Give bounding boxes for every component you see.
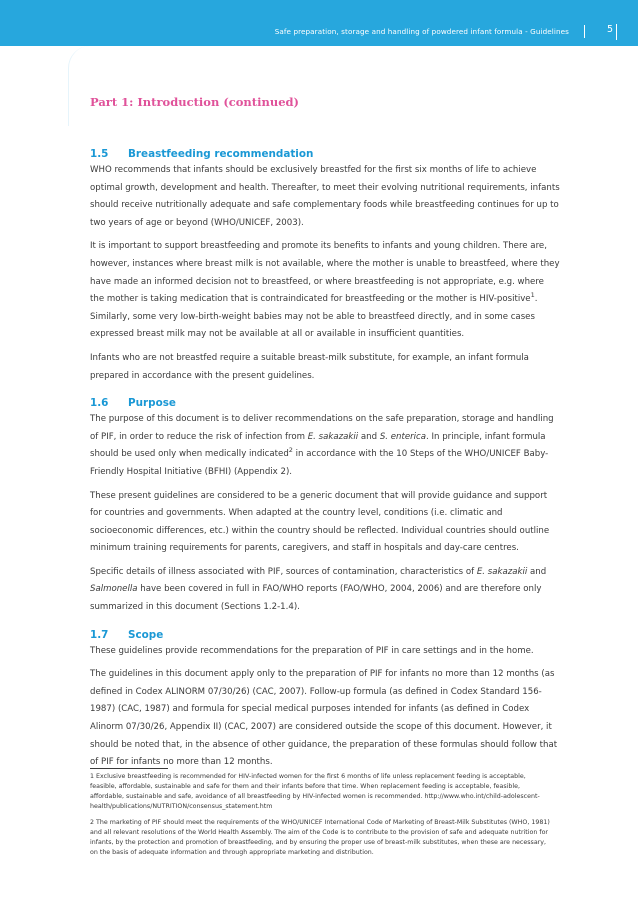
text-run: . In principle, infant formula should be used only when medically indicated [90, 431, 546, 460]
paragraph [90, 564, 560, 617]
footnote-1: 1 Exclusive breastfeeding is recommended for HIV-infected women for the first 6 months of life unless replacement feeding is acceptable, feasible, affordable, sustainable and safe for them and their infants before that time. When replacement feeding is acceptable, feasible, affordable, sustainable and safe, avoidance of all breastfeeding by HIV-infected women is recommended. http://www.who.int/child-adolescent-health/publications/NUTRITION/consensus_statement.htm [90, 773, 540, 810]
text-run: and [358, 431, 380, 442]
section-number: 1.6 [90, 397, 109, 410]
header-band [0, 0, 638, 46]
page-number: 5 [606, 24, 614, 35]
section-heading-1-5 [90, 148, 560, 160]
paragraph: These present guidelines are considered to be a generic document that will provide guidance and support for countries and governments. When adapted at the country level, conditions (i.e. climatic and socioeconomic differences, etc.) within the country should be reflected. Individual countries should outline minimum training requirements for parents, caregivers, and staff in hospitals and day-care centres. [90, 490, 550, 554]
text-run: have been covered in full in FAO/WHO reports (FAO/WHO, 2004, 2006) and are therefore only summarized in this document (Sections 1.2-1.4). [90, 584, 542, 613]
section-number: 1.7 [90, 628, 109, 641]
running-title: Safe preparation, storage and handling of powdered infant formula - Guidelines [274, 27, 569, 36]
footnote-ref-1: 1 [530, 291, 535, 300]
part-title: Part 1: Introduction (continued) [90, 95, 299, 109]
paragraph: Infants who are not breastfed require a suitable breast-milk substitute, for example, an infant formula prepared in accordance with the present guidelines. [90, 352, 529, 381]
footnote-ref-2: 2 [288, 446, 293, 455]
footnote-rule [90, 768, 168, 769]
header-right-rule [616, 24, 617, 40]
italic-term: E. sakazakii [476, 566, 528, 577]
italic-term: E. sakazakii [307, 431, 359, 442]
section-number: 1.5 [90, 148, 109, 160]
paragraph [90, 411, 560, 481]
text-run: Specific details of illness associated with PIF, sources of contamination, characteristics of [90, 566, 477, 577]
text-run: in accordance with the 10 Steps of the WHO/UNICEF Baby-Friendly Hospital Initiative (BFHI) (Appendix 2). [90, 449, 549, 477]
footnotes [90, 772, 552, 864]
section-heading-1-6 [90, 397, 560, 409]
text-run: The purpose of this document is to deliver recommendations on the safe preparation, storage and handling of PIF, in order to reduce the risk of infection from [90, 414, 554, 442]
section-heading-1-7 [90, 629, 560, 641]
section-title: Purpose [128, 397, 176, 410]
section-title: Breastfeeding recommendation [128, 148, 314, 160]
paragraph [90, 238, 560, 344]
paragraph: The guidelines in this document apply only to the preparation of PIF for infants no more than 12 months (as defined in Codex ALINORM 07/30/26) (CAC, 2007). Follow-up formula (as defined in Codex Standard 156-1987) (CAC, 1987) and formula for special medical purposes intended for infants (as defined in Codex Alinorm 07/30/26, Appendix II) (CAC, 2007) are considered outside the scope of this document. However, it should be noted that, in the absence of other guidance, the preparation of these formulas should follow that of PIF for infants no more than 12 months. [90, 669, 558, 768]
text-run: and [527, 566, 547, 577]
italic-term: Salmonella [90, 584, 138, 595]
header-panel [68, 46, 638, 126]
text-run: It is important to support breastfeeding and promote its benefits to infants and young children. There are, however, instances where breast milk is not available, where the mother is unable to breastfeed, where they have made an informed decision not to breastfeed, or where breastfeeding is not appropriate, e.g. where the mother is taking medication that is contraindicated for breastfeeding or the mother is HIV-positive [90, 241, 560, 305]
paragraph: These guidelines provide recommendations for the preparation of PIF in care settings and in the home. [90, 645, 534, 656]
header-divider [584, 25, 585, 38]
main-content [90, 148, 560, 778]
text-run: . Similarly, some very low-birth-weight babies may not be able to breastfeed directly, and in some cases expressed breast milk may not be available at all or available in insufficient quantities. [90, 294, 538, 340]
section-title: Scope [128, 628, 164, 641]
italic-term: S. enterica [379, 431, 427, 442]
footnote-2: 2 The marketing of PIF should meet the requirements of the WHO/UNICEF International Code of Marketing of Breast-Milk Substitutes (WHO, 1981) and all relevant resolutions of the World Health Assembly. The aim of the Code is to contribute to the provision of safe and adequate nutrition for infants, by the protection and promotion of breastfeeding, and by ensuring the proper use of breast-milk substitutes, when these are necessary, on the basis of adequate information and through appropriate marketing and distribution. [90, 819, 550, 856]
paragraph: WHO recommends that infants should be exclusively breastfed for the first six months of life to achieve optimal growth, development and health. Thereafter, to meet their evolving nutritional requirements, infants should receive nutritionally adequate and safe complementary foods while breastfeeding continues for up to two years of age or beyond (WHO/UNICEF, 2003). [90, 165, 560, 228]
